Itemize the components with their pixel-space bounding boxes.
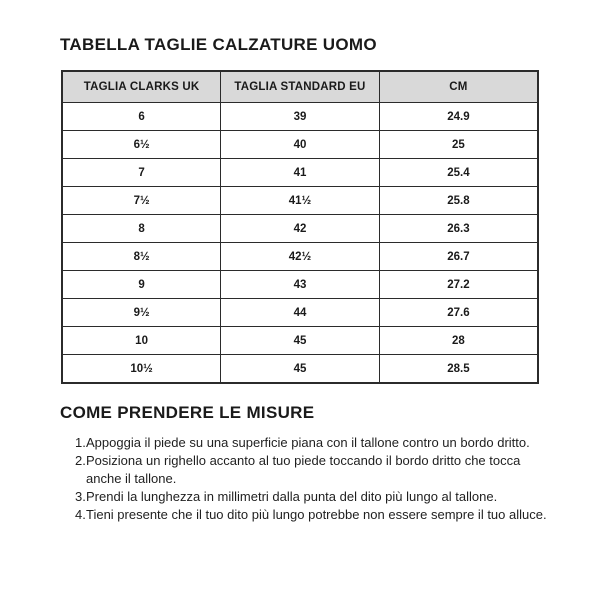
size-table-cell: 8 (62, 215, 221, 243)
column-header-taglia-clarks-uk: TAGLIA CLARKS UK (62, 71, 221, 103)
size-table-cell: 45 (221, 327, 380, 355)
size-table-head (62, 71, 538, 103)
guide-step-text: Tieni presente che il tuo dito più lungo potrebbe non essere sempre il tuo alluce. (86, 507, 547, 522)
size-table-cell: 9 (62, 271, 221, 299)
size-table (61, 70, 539, 384)
size-table-row (62, 131, 538, 159)
size-table-cell: 26.7 (379, 243, 538, 271)
size-table-cell: 42 (221, 215, 380, 243)
guide-step-text: Posiziona un righello accanto al tuo piede toccando il bordo dritto che tocca anche il tallone. (86, 453, 521, 486)
guide-step (75, 506, 552, 524)
size-table-cell: 28 (379, 327, 538, 355)
size-table-cell: 10½ (62, 355, 221, 384)
size-table-cell: 44 (221, 299, 380, 327)
size-table-cell: 6 (62, 103, 221, 131)
size-table-cell: 41½ (221, 187, 380, 215)
size-table-cell: 26.3 (379, 215, 538, 243)
size-table-row (62, 215, 538, 243)
size-table-cell: 9½ (62, 299, 221, 327)
guide-step-number: 1. (75, 435, 86, 450)
guide-step (75, 488, 552, 506)
measuring-guide-title: COME PRENDERE LE MISURE (60, 403, 315, 422)
size-table-row (62, 355, 538, 384)
size-table-cell: 8½ (62, 243, 221, 271)
size-table-cell: 10 (62, 327, 221, 355)
size-table-cell: 45 (221, 355, 380, 384)
size-table-row (62, 187, 538, 215)
size-table-cell: 28.5 (379, 355, 538, 384)
column-header-cm: CM (379, 71, 538, 103)
guide-step-number: 4. (75, 507, 86, 522)
size-table-row (62, 159, 538, 187)
size-table-cell: 39 (221, 103, 380, 131)
size-table-cell: 7 (62, 159, 221, 187)
size-table-cell: 25.8 (379, 187, 538, 215)
size-table-header-row (62, 71, 538, 103)
size-table-cell: 43 (221, 271, 380, 299)
size-table-cell: 41 (221, 159, 380, 187)
size-table-row (62, 299, 538, 327)
size-table-cell: 27.2 (379, 271, 538, 299)
measuring-guide-list (75, 434, 552, 524)
guide-step (75, 434, 552, 452)
size-table-row (62, 243, 538, 271)
size-table-cell: 42½ (221, 243, 380, 271)
size-table-row (62, 327, 538, 355)
size-table-row (62, 103, 538, 131)
column-header-taglia-standard-eu: TAGLIA STANDARD EU (221, 71, 380, 103)
size-table-body (62, 103, 538, 384)
size-table-cell: 27.6 (379, 299, 538, 327)
guide-step-number: 3. (75, 489, 86, 504)
guide-step-text: Prendi la lunghezza in millimetri dalla punta del dito più lungo al tallone. (86, 489, 498, 504)
size-table-cell: 7½ (62, 187, 221, 215)
size-table-cell: 40 (221, 131, 380, 159)
size-table-cell: 6½ (62, 131, 221, 159)
guide-step-text: Appoggia il piede su una superficie piana con il tallone contro un bordo dritto. (86, 435, 530, 450)
size-table-cell: 24.9 (379, 103, 538, 131)
guide-step (75, 452, 552, 488)
size-table-row (62, 271, 538, 299)
guide-step-number: 2. (75, 453, 86, 468)
page-title: TABELLA TAGLIE CALZATURE UOMO (60, 35, 377, 54)
size-table-cell: 25.4 (379, 159, 538, 187)
size-table-cell: 25 (379, 131, 538, 159)
